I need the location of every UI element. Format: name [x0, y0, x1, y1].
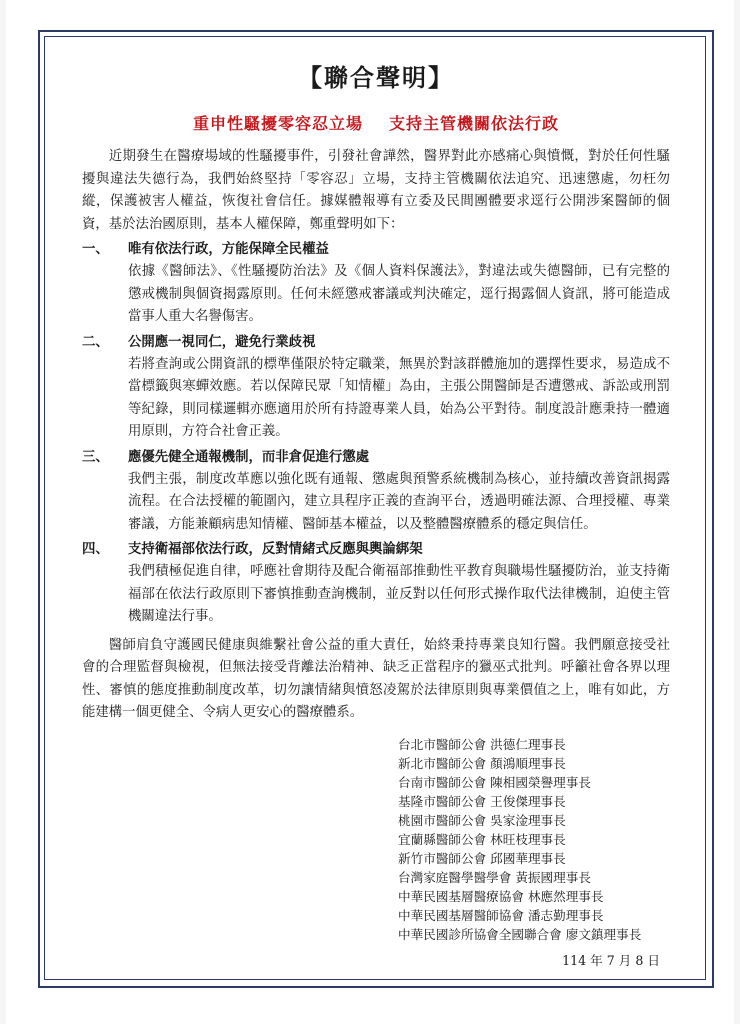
- document-subtitle: [82, 111, 670, 134]
- subtitle-right: 支持主管機關依法行政: [389, 114, 560, 133]
- closing-paragraph: 醫師肩負守護國民健康與維繫社會公益的重大責任，始終秉持專業良知行醫。我們願意接受社會的合理監督與檢視，但無法接受背離法治精神、缺乏正當程序的獵巫式批判。呼籲社會各界以理性、審慎的態度推動制度改革，切勿讓情緒與憤怒凌駕於法律原則與專業價值之上，唯有如此，方能建構一個更健全、令病人更安心的醫療體系。: [82, 637, 670, 720]
- section-heading: 公開應一視同仁，避免行業歧視: [128, 333, 316, 350]
- signatory: 台北市醫師公會 洪德仁理事長: [398, 736, 566, 752]
- section-4: [82, 538, 670, 629]
- signatory: 中華民國診所協會全國聯合會 廖文鎮理事長: [398, 926, 642, 942]
- document-title: 【聯合聲明】: [298, 63, 454, 92]
- section-heading: 唯有依法行政，方能保障全民權益: [128, 241, 329, 257]
- signatory: 新北市醫師公會 顏鴻順理事長: [398, 755, 566, 771]
- section-body: 我們積極促進自律，呼應社會期待及配合衛福部推動性平教育與職場性騷擾防治，並支持衛福部在依法行政原則下審慎推動查詢機制，並反對以任何形式操作取代法律機制，迫使主管機關違法行事。: [128, 564, 670, 624]
- section-2: [82, 331, 670, 444]
- signatory-list: [398, 735, 670, 944]
- section-body: 若將查詢或公開資訊的標準僅限於特定職業，無異於對該群體施加的選擇性要求，易造成不當標籤與寒蟬效應。若以保障民眾「知情權」為由，主張公開醫師是否遭懲戒、訴訟或刑罰等紀錄，則同樣邏輯亦應適用於所有持證專業人員，始為公平對待。制度設計應秉持一體適用原則，方符合社會正義。: [128, 356, 670, 439]
- subtitle-left: 重申性騷擾零容忍立場: [192, 114, 363, 133]
- section-body: 我們主張，制度改革應以強化既有通報、懲處與預警系統機制為核心，並持續改善資訊揭露流程。在合法授權的範圍內，建立具程序正義的查詢平台，透過明確法源、合理授權、專業審議，方能兼顧病患知情權、醫師基本權益，以及整體醫療體系的穩定與信任。: [128, 471, 670, 532]
- signatory: 中華民國基層醫師協會 潘志勤理事長: [398, 907, 604, 923]
- signatory: 基隆市醫師公會 王俊傑理事長: [398, 793, 566, 809]
- section-3: [82, 446, 670, 537]
- statement-content: [82, 50, 670, 969]
- document-page: [6, 0, 734, 1024]
- section-heading: 支持衛福部依法行政，反對情緒式反應與輿論綁架: [128, 541, 423, 557]
- statement-date: 114 年 7 月 8 日: [562, 952, 660, 968]
- section-number: 二、: [82, 333, 109, 350]
- signatory: 宜蘭縣醫師公會 林旺枝理事長: [398, 831, 566, 847]
- signatory: 桃園市醫師公會 吳家淦理事長: [398, 812, 566, 828]
- section-heading: 應優先健全通報機制，而非倉促進行懲處: [128, 448, 370, 465]
- signatory: 新竹市醫師公會 邱國華理事長: [398, 850, 566, 866]
- signatory: 中華民國基層醫療協會 林應然理事長: [398, 888, 604, 904]
- signatory: 台灣家庭醫學醫學會 黃振國理事長: [398, 869, 591, 885]
- section-1: [82, 238, 670, 329]
- intro-paragraph: 近期發生在醫療場域的性騷擾事件，引發社會譁然，醫界對此亦感痛心與憤慨，對於任何性騷擾與違法失德行為，我們始終堅持「零容忍」立場，支持主管機關依法追究、迅速懲處，勿枉勿縱，保護被害人權益，恢復社會信任。據媒體報導有立委及民間團體要求逕行公開涉案醫師的個資，基於法治國原則，基本人權保障，鄭重聲明如下：: [82, 149, 670, 232]
- section-number: 四、: [82, 541, 109, 557]
- signatory: 台南市醫師公會 陳相國榮譽理事長: [398, 774, 591, 790]
- section-body: 依據《醫師法》、《性騷擾防治法》及《個人資料保護法》，對違法或失德醫師，已有完整的懲戒機制與個資揭露原則。任何未經懲戒審議或判決確定，逕行揭露個人資訊，將可能造成當事人重大名譽傷害。: [128, 264, 670, 324]
- section-number: 三、: [82, 448, 109, 465]
- section-number: 一、: [82, 241, 109, 257]
